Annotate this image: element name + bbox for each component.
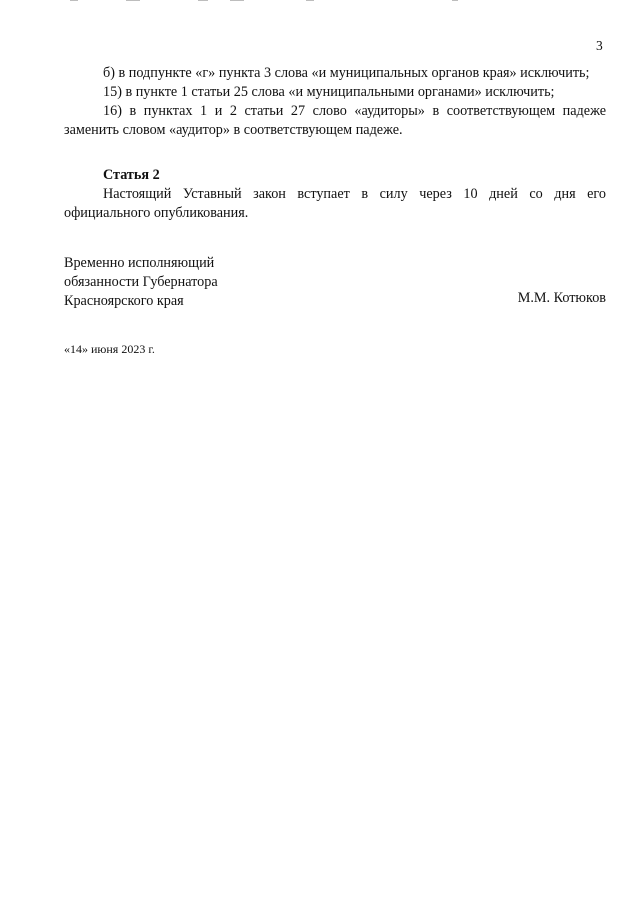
amendment-item-b: б) в подпункте «г» пункта 3 слова «и муниципальных органов края» исключить; [103, 65, 590, 81]
signatory-title [64, 254, 218, 311]
page-number: 3 [596, 38, 603, 53]
amendment-item-16: 16) в пунктах 1 и 2 статьи 27 слово «аудиторы» в соответствующем падеже заменить словом «аудитор» в соответствующем падеже. [64, 103, 606, 138]
amendment-item-15: 15) в пункте 1 статьи 25 слова «и муниципальными органами» исключить; [103, 84, 555, 100]
article-2-heading: Статья 2 [103, 167, 160, 183]
signatory-title-line-1: Временно исполняющий [64, 255, 215, 271]
signatory-title-line-3: Красноярского края [64, 293, 184, 309]
signatory-name: М.М. Котюков [517, 290, 606, 306]
scan-edge-artifact [70, 0, 510, 3]
signatory-title-line-2: обязанности Губернатора [64, 274, 218, 290]
amendments-list [64, 64, 606, 140]
article-2-text: Настоящий Уставный закон вступает в силу через 10 дней со дня его официального опубликования. [64, 186, 606, 221]
article-2-body [64, 185, 606, 223]
signing-date: «14» июня 2023 г. [64, 342, 155, 356]
